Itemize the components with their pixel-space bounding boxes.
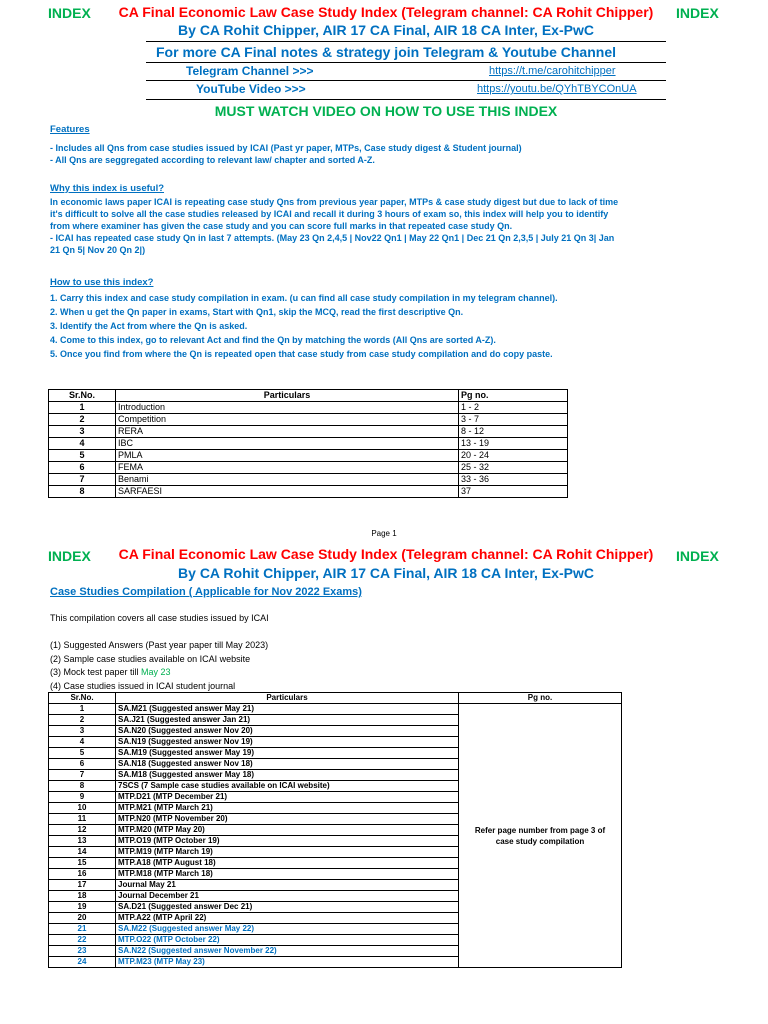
row-page: 33 - 36 bbox=[459, 474, 568, 486]
features-heading: Features bbox=[50, 124, 90, 135]
divider bbox=[146, 62, 666, 63]
telegram-link[interactable]: https://t.me/carohitchipper bbox=[489, 65, 616, 77]
source-item: (4) Case studies issued in ICAI student journal bbox=[50, 680, 236, 691]
row-particular: 7SCS (7 Sample case studies available on ICAI website) bbox=[116, 781, 459, 792]
row-number: 17 bbox=[49, 880, 116, 891]
compilation-table bbox=[48, 692, 622, 968]
row-particular: MTP.M21 (MTP March 21) bbox=[116, 803, 459, 814]
row-page: 25 - 32 bbox=[459, 462, 568, 474]
table-row bbox=[49, 474, 568, 486]
how-step: 1. Carry this index and case study compilation in exam. (u can find all case study compilation in my telegram channel). bbox=[50, 293, 558, 303]
row-particular: FEMA bbox=[116, 462, 459, 474]
table-row bbox=[49, 426, 568, 438]
row-particular: SA.D21 (Suggested answer Dec 21) bbox=[116, 902, 459, 913]
row-number: 2 bbox=[49, 414, 116, 426]
row-number: 3 bbox=[49, 426, 116, 438]
index-label-right: INDEX bbox=[676, 5, 719, 21]
compilation-heading: Case Studies Compilation ( Applicable for Nov 2022 Exams) bbox=[50, 586, 362, 598]
row-particular: RERA bbox=[116, 426, 459, 438]
row-number: 4 bbox=[49, 438, 116, 450]
youtube-link[interactable]: https://youtu.be/QYhTBYCOnUA bbox=[477, 83, 637, 95]
source-item: (2) Sample case studies available on ICAI website bbox=[50, 653, 251, 664]
row-particular: SA.M22 (Suggested answer May 22) bbox=[116, 924, 459, 935]
features-list bbox=[50, 142, 740, 166]
how-heading: How to use this index? bbox=[50, 277, 154, 288]
row-number: 3 bbox=[49, 726, 116, 737]
page-subtitle: By CA Rohit Chipper, AIR 17 CA Final, AIR 18 CA Inter, Ex-PwC bbox=[178, 22, 594, 38]
col-header: Particulars bbox=[116, 693, 459, 704]
compilation-sources bbox=[50, 639, 268, 693]
row-number: 8 bbox=[49, 781, 116, 792]
row-particular: MTP.M18 (MTP March 18) bbox=[116, 869, 459, 880]
col-header: Pg no. bbox=[459, 390, 568, 402]
source-item-text: (3) Mock test paper till bbox=[50, 667, 142, 677]
row-page: 13 - 19 bbox=[459, 438, 568, 450]
row-number: 15 bbox=[49, 858, 116, 869]
row-particular: Introduction bbox=[116, 402, 459, 414]
why-text bbox=[50, 196, 750, 256]
page-reference-note: Refer page number from page 3 of case study compilation bbox=[459, 704, 622, 968]
row-number: 10 bbox=[49, 803, 116, 814]
table-row bbox=[49, 438, 568, 450]
youtube-label: YouTube Video >>> bbox=[196, 82, 306, 96]
row-number: 12 bbox=[49, 825, 116, 836]
row-number: 23 bbox=[49, 946, 116, 957]
row-number: 21 bbox=[49, 924, 116, 935]
divider bbox=[146, 99, 666, 100]
page-number: Page 1 bbox=[371, 529, 397, 538]
row-particular: SA.J21 (Suggested answer Jan 21) bbox=[116, 715, 459, 726]
row-number: 1 bbox=[49, 704, 116, 715]
how-steps bbox=[50, 291, 750, 361]
compilation-intro: This compilation covers all case studies issued by ICAI bbox=[50, 613, 269, 623]
row-particular: MTP.O19 (MTP October 19) bbox=[116, 836, 459, 847]
how-step: 4. Come to this index, go to relevant Act and find the Qn by matching the words (All Qns are sorted A-Z). bbox=[50, 335, 496, 345]
row-number: 5 bbox=[49, 450, 116, 462]
table-row bbox=[49, 450, 568, 462]
page-subtitle: By CA Rohit Chipper, AIR 17 CA Final, AIR 18 CA Inter, Ex-PwC bbox=[178, 565, 594, 581]
how-step: 5. Once you find from where the Qn is repeated open that case study from case study compilation and do copy paste. bbox=[50, 349, 553, 359]
how-step: 3. Identify the Act from where the Qn is asked. bbox=[50, 321, 248, 331]
index-label-left: INDEX bbox=[48, 548, 91, 564]
features-item: - All Qns are seggregated according to relevant law/ chapter and sorted A-Z. bbox=[50, 155, 375, 165]
row-number: 20 bbox=[49, 913, 116, 924]
row-page: 20 - 24 bbox=[459, 450, 568, 462]
row-number: 16 bbox=[49, 869, 116, 880]
index-label-right: INDEX bbox=[676, 548, 719, 564]
why-line: from where examiner has given the case study and you can score full marks in that repeated case study Qn. bbox=[50, 221, 513, 231]
divider bbox=[146, 41, 666, 42]
row-particular: SARFAESI bbox=[116, 486, 459, 498]
row-number: 9 bbox=[49, 792, 116, 803]
row-particular: SA.M18 (Suggested answer May 18) bbox=[116, 770, 459, 781]
row-particular: SA.N19 (Suggested answer Nov 19) bbox=[116, 737, 459, 748]
row-number: 6 bbox=[49, 759, 116, 770]
row-particular: Journal December 21 bbox=[116, 891, 459, 902]
row-number: 8 bbox=[49, 486, 116, 498]
row-page: 37 bbox=[459, 486, 568, 498]
row-number: 2 bbox=[49, 715, 116, 726]
row-particular: MTP.M19 (MTP March 19) bbox=[116, 847, 459, 858]
row-particular: MTP.N20 (MTP November 20) bbox=[116, 814, 459, 825]
features-item: - Includes all Qns from case studies issued by ICAI (Past yr paper, MTPs, Case study digest & Student journal) bbox=[50, 143, 522, 153]
how-step: 2. When u get the Qn paper in exams, Start with Qn1, skip the MCQ, read the first descriptive Qn. bbox=[50, 307, 464, 317]
table-row bbox=[49, 486, 568, 498]
row-particular: MTP.M23 (MTP May 23) bbox=[116, 957, 459, 968]
col-header: Pg no. bbox=[459, 693, 622, 704]
row-particular: Competition bbox=[116, 414, 459, 426]
index-label-left: INDEX bbox=[48, 5, 91, 21]
mock-highlight: May 23 bbox=[141, 667, 171, 677]
row-particular: MTP.A22 (MTP April 22) bbox=[116, 913, 459, 924]
row-particular: MTP.O22 (MTP October 22) bbox=[116, 935, 459, 946]
table-row bbox=[49, 704, 622, 715]
row-particular: SA.N22 (Suggested answer November 22) bbox=[116, 946, 459, 957]
why-heading: Why this index is useful? bbox=[50, 183, 165, 194]
row-particular: SA.N20 (Suggested answer Nov 20) bbox=[116, 726, 459, 737]
row-page: 1 - 2 bbox=[459, 402, 568, 414]
row-number: 11 bbox=[49, 814, 116, 825]
source-item bbox=[50, 666, 268, 680]
row-page: 8 - 12 bbox=[459, 426, 568, 438]
row-number: 6 bbox=[49, 462, 116, 474]
col-header: Sr.No. bbox=[49, 693, 116, 704]
page-title: CA Final Economic Law Case Study Index (Telegram channel: CA Rohit Chipper) bbox=[118, 546, 654, 562]
row-particular: Benami bbox=[116, 474, 459, 486]
row-particular: SA.N18 (Suggested answer Nov 18) bbox=[116, 759, 459, 770]
row-particular: IBC bbox=[116, 438, 459, 450]
telegram-label: Telegram Channel >>> bbox=[186, 64, 314, 78]
row-number: 7 bbox=[49, 770, 116, 781]
col-header: Particulars bbox=[116, 390, 459, 402]
row-number: 22 bbox=[49, 935, 116, 946]
row-number: 1 bbox=[49, 402, 116, 414]
must-watch-heading: MUST WATCH VIDEO ON HOW TO USE THIS INDEX bbox=[214, 103, 558, 119]
source-item: (1) Suggested Answers (Past year paper till May 2023) bbox=[50, 640, 269, 650]
why-line: it's difficult to solve all the case studies released by ICAI and recall it during 3 hours of exam so, this index will help you to identify bbox=[50, 209, 609, 219]
row-particular: MTP.D21 (MTP December 21) bbox=[116, 792, 459, 803]
row-number: 14 bbox=[49, 847, 116, 858]
why-line: 21 Qn 5| Nov 20 Qn 2|) bbox=[50, 245, 146, 255]
row-number: 4 bbox=[49, 737, 116, 748]
row-particular: MTP.M20 (MTP May 20) bbox=[116, 825, 459, 836]
table-row bbox=[49, 462, 568, 474]
divider bbox=[146, 80, 666, 81]
row-particular: Journal May 21 bbox=[116, 880, 459, 891]
promo-text: For more CA Final notes & strategy join Telegram & Youtube Channel bbox=[156, 44, 616, 60]
row-number: 5 bbox=[49, 748, 116, 759]
why-line: - ICAI has repeated case study Qn in last 7 attempts. (May 23 Qn 2,4,5 | Nov22 Qn1 | May 22 Qn1 | Dec 21 Qn 2,3,5 | July 21 Qn 3| Jan bbox=[50, 233, 615, 243]
table-row bbox=[49, 402, 568, 414]
col-header: Sr.No. bbox=[49, 390, 116, 402]
row-page: 3 - 7 bbox=[459, 414, 568, 426]
row-number: 24 bbox=[49, 957, 116, 968]
row-particular: SA.M21 (Suggested answer May 21) bbox=[116, 704, 459, 715]
table-row bbox=[49, 414, 568, 426]
row-number: 18 bbox=[49, 891, 116, 902]
row-particular: SA.M19 (Suggested answer May 19) bbox=[116, 748, 459, 759]
why-line: In economic laws paper ICAI is repeating case study Qns from previous year paper, MTPs & case study digest but due to lack of time bbox=[50, 197, 619, 207]
row-number: 19 bbox=[49, 902, 116, 913]
row-particular: PMLA bbox=[116, 450, 459, 462]
page-title: CA Final Economic Law Case Study Index (Telegram channel: CA Rohit Chipper) bbox=[118, 4, 654, 20]
row-number: 7 bbox=[49, 474, 116, 486]
index-table bbox=[48, 389, 568, 498]
row-number: 13 bbox=[49, 836, 116, 847]
row-particular: MTP.A18 (MTP August 18) bbox=[116, 858, 459, 869]
